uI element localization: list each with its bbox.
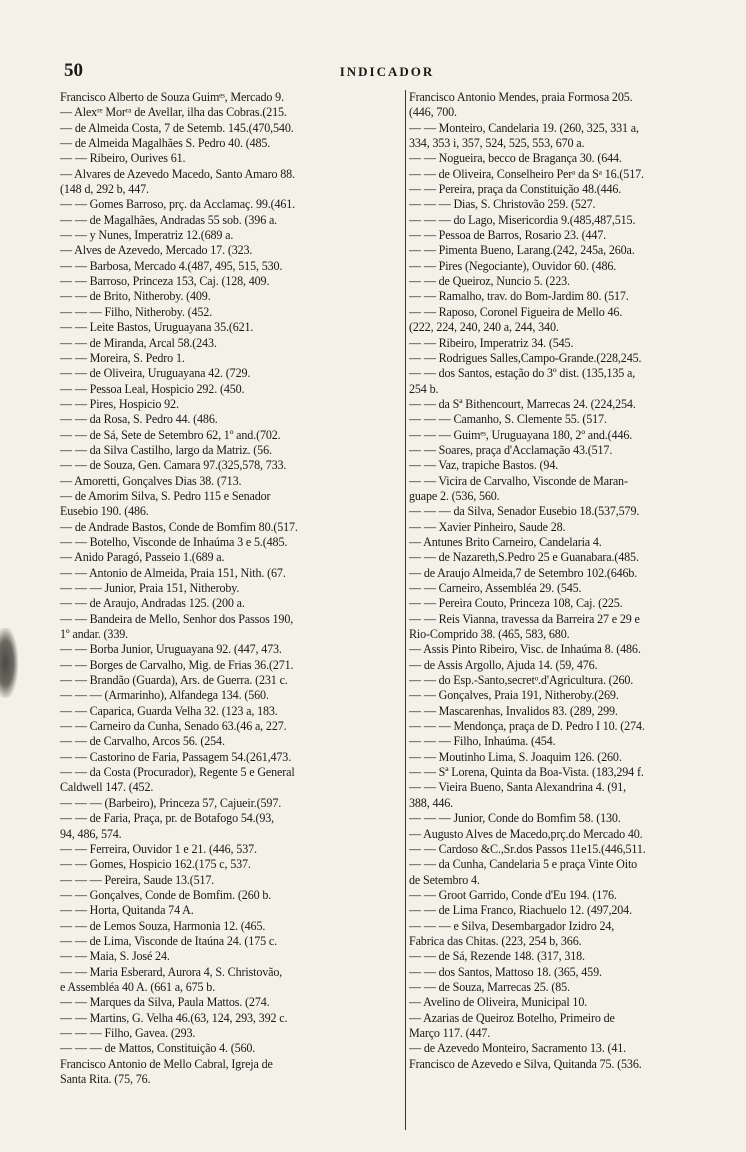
directory-entry-line: — — — Dias, S. Christovão 259. (527.: [409, 197, 596, 212]
directory-entry-line: — — de Araujo, Andradas 125. (200 a.: [60, 596, 245, 611]
directory-entry-line: — Avelino de Oliveira, Municipal 10.: [409, 995, 588, 1010]
directory-entry-line: 94, 486, 574.: [60, 826, 122, 841]
directory-entry-line: — Azarias de Queiroz Botelho, Primeiro de: [409, 1010, 615, 1025]
directory-entry-line: — — Ribeiro, Ourives 61.: [60, 151, 186, 166]
page-number: 50: [64, 60, 83, 81]
directory-entry-line: (222, 224, 240, 240 a, 244, 340.: [409, 320, 559, 335]
directory-entry-line: — — da Cunha, Candelaria 5 e praça Vinte Oito: [409, 857, 638, 872]
directory-entry-line: — — de Lima, Visconde de Itaúna 24. (175 c.: [60, 933, 277, 948]
directory-entry-line: — — — e Silva, Desembargador Izidro 24,: [409, 918, 615, 933]
directory-entry-line: — — Carneiro da Cunha, Senado 63.(46 a, 227.: [60, 719, 287, 734]
directory-entry-line: — — Moutinho Lima, S. Joaquim 126. (260.: [409, 749, 622, 764]
directory-entry-line: — — Antonio de Almeida, Praia 151, Nith. (67.: [60, 565, 286, 580]
directory-entry-line: — — Maria Esberard, Aurora 4, S. Christovão,: [60, 964, 283, 979]
directory-entry-line: — — — Filho, Nitheroby. (452.: [60, 304, 213, 319]
directory-entry-line: — — dos Santos, Mattoso 18. (365, 459.: [409, 964, 602, 979]
directory-entry-line: — de Amorim Silva, S. Pedro 115 e Senador: [60, 488, 271, 503]
directory-entry-line: — — Martins, G. Velha 46.(63, 124, 293, 392 c.: [60, 1010, 288, 1025]
directory-entry-line: Santa Rita. (75, 76.: [60, 1072, 151, 1086]
directory-entry-line: 334, 353 i, 357, 524, 525, 553, 670 a.: [409, 136, 585, 151]
directory-entry-line: — — Pessoa Leal, Hospicio 292. (450.: [60, 381, 245, 396]
directory-entry-line: — — Vieira Bueno, Santa Alexandrina 4. (91,: [409, 780, 626, 795]
directory-entry-line: — de Almeida Costa, 7 de Setemb. 145.(470,540.: [60, 120, 294, 135]
directory-entry-line: — — — de Mattos, Constituição 4. (560.: [60, 1041, 256, 1056]
directory-entry-line: — — Gonçalves, Praia 191, Nitheroby.(269.: [409, 688, 619, 703]
directory-entry-line: — — Ferreira, Ouvidor 1 e 21. (446, 537.: [60, 841, 257, 856]
directory-entry-line: — — de Faria, Praça, pr. de Botafogo 54.(93,: [60, 811, 275, 826]
directory-entry-line: — — Ramalho, trav. do Bom-Jardim 80. (517.: [409, 289, 629, 304]
directory-entry-line: — — de Souza, Gen. Camara 97.(325,578, 733.: [60, 458, 287, 473]
directory-entry-line: — de Araujo Almeida,7 de Setembro 102.(646b.: [409, 565, 638, 580]
directory-entry-line: — — da Rosa, S. Pedro 44. (486.: [60, 412, 218, 427]
directory-entry-line: — — Pessoa de Barros, Rosario 23. (447.: [409, 228, 607, 243]
directory-entry-line: — — Botelho, Visconde de Inhaúma 3 e 5.(485.: [60, 534, 288, 549]
directory-entry-line: — de Assis Argollo, Ajuda 14. (59, 476.: [409, 657, 598, 672]
directory-entry-line: — de Almeida Magalhães S. Pedro 40. (485.: [60, 136, 271, 151]
directory-entry-line: e Assembléa 40 A. (661 a, 675 b.: [60, 979, 216, 994]
directory-entry-line: — — — Camanho, S. Clemente 55. (517.: [409, 412, 607, 427]
directory-entry-line: — Augusto Alves de Macedo,prç.do Mercado 40.: [409, 826, 643, 841]
directory-entry-line: — — dos Santos, estação do 3º dist. (135,135 a,: [409, 366, 636, 381]
directory-entry-line: — — Vicira de Carvalho, Visconde de Maran-: [409, 473, 628, 488]
directory-entry-line: — — da Sª Bithencourt, Marrecas 24. (224,254.: [409, 396, 636, 411]
directory-entry-line: — — Carneiro, Assembléa 29. (545.: [409, 581, 582, 595]
directory-entry-line: Rio-Comprido 38. (465, 583, 680.: [409, 627, 570, 642]
directory-entry-line: — — Caparica, Guarda Velha 32. (123 a, 183.: [60, 703, 278, 718]
column-divider: [405, 90, 406, 1130]
directory-entry-line: — — y Nunes, Imperatriz 12.(689 a.: [60, 228, 234, 243]
directory-entry-line: — Alexʳᵉ Morʳᵃ de Avellar, ilha das Cobras.(215.: [60, 105, 287, 120]
directory-entry-line: — — Marques da Silva, Paula Mattos. (274.: [60, 995, 270, 1010]
directory-entry-line: — — — Filho, Gavea. (293.: [60, 1025, 196, 1040]
directory-entry-line: Fabrica das Chitas. (223, 254 b, 366.: [409, 933, 582, 948]
directory-entry-line: — — — Mendonça, praça de D. Pedro I 10. (274.: [409, 719, 645, 734]
directory-entry-line: — — Borges de Carvalho, Mig. de Frias 36.(271.: [60, 657, 294, 672]
directory-entry-line: — — da Costa (Procurador), Regente 5 e General: [60, 765, 295, 780]
directory-entry-line: — — — (Barbeiro), Princeza 57, Cajueir.(597.: [60, 795, 282, 810]
directory-entry-line: — — do Esp.-Santo,secretᵒ.d'Agricultura. (260.: [409, 673, 634, 688]
directory-entry-line: — — Rodrigues Salles,Campo-Grande.(228,245.: [409, 350, 642, 365]
directory-entry-line: — Assis Pinto Ribeiro, Visc. de Inhaúma 8. (486.: [409, 642, 641, 657]
directory-entry-line: de Setembro 4.: [409, 872, 480, 887]
directory-entry-line: — — Barbosa, Mercado 4.(487, 495, 515, 530.: [60, 258, 283, 273]
directory-entry-line: Eusebio 190. (486.: [60, 504, 149, 519]
directory-entry-line: — — de Oliveira, Uruguayana 42. (729.: [60, 366, 251, 381]
directory-entry-line: — — de Souza, Marrecas 25. (85.: [409, 979, 570, 994]
directory-entry-line: — — Maia, S. José 24.: [60, 949, 170, 964]
directory-entry-line: 254 b.: [409, 381, 439, 396]
directory-entry-line: — — Gomes, Hospicio 162.(175 c, 537.: [60, 857, 251, 872]
directory-entry-line: — — de Queiroz, Nuncio 5. (223.: [409, 274, 570, 289]
directory-entry-line: — — de Sá, Rezende 148. (317, 318.: [409, 949, 585, 964]
directory-entry-line: — Alvares de Azevedo Macedo, Santo Amaro 88.: [60, 166, 295, 181]
directory-entry-line: — — Groot Garrido, Conde d'Eu 194. (176.: [409, 887, 617, 902]
directory-entry-line: — — Horta, Quitanda 74 A.: [60, 903, 194, 918]
directory-entry-line: — de Azevedo Monteiro, Sacramento 13. (41.: [409, 1041, 627, 1056]
directory-entry-line: Francisco Alberto de Souza Guimᵉˢ, Mercado 9.: [60, 90, 284, 104]
directory-entry-line: Março 117. (447.: [409, 1025, 491, 1040]
directory-entry-line: 388, 446.: [409, 795, 454, 810]
left-column: [60, 90, 404, 1140]
running-title: INDICADOR: [339, 64, 435, 79]
directory-entry-line: — — — Junior, Praia 151, Nitheroby.: [60, 581, 240, 595]
directory-entry-line: Francisco Antonio Mendes, praia Formosa 205.: [409, 90, 633, 104]
directory-entry-line: — — Monteiro, Candelaria 19. (260, 325, 331 a,: [409, 120, 639, 135]
directory-entry-line: — — Castorino de Faria, Passagem 54.(261,473.: [60, 749, 292, 764]
directory-entry-line: — — — Pereira, Saude 13.(517.: [60, 872, 215, 887]
directory-entry-line: — — de Nazareth,S.Pedro 25 e Guanabara.(485.: [409, 550, 639, 565]
directory-entry-line: — — Cardoso &C.,Sr.dos Passos 11e15.(446,511.: [409, 841, 646, 856]
page-edge-stain: [0, 628, 18, 698]
directory-entry-line: — — da Silva Castilho, largo da Matriz. (56.: [60, 442, 272, 457]
directory-entry-line: — — Gonçalves, Conde de Bomfim. (260 b.: [60, 887, 272, 902]
directory-entry-line: — — de Miranda, Arcal 58.(243.: [60, 335, 217, 350]
directory-entry-line: — Alves de Azevedo, Mercado 17. (323.: [60, 243, 253, 258]
directory-entry-line: — — Vaz, trapiche Bastos. (94.: [409, 458, 559, 473]
directory-entry-line: — — Pires, Hospicio 92.: [60, 396, 179, 411]
directory-entry-line: — — — da Silva, Senador Eusebio 18.(537,579.: [409, 504, 640, 519]
directory-entry-line: — — Nogueira, becco de Bragança 30. (644.: [409, 151, 622, 166]
directory-entry-line: — de Andrade Bastos, Conde de Bomfim 80.(517.: [60, 519, 298, 534]
directory-entry-line: — — de Lemos Souza, Harmonia 12. (465.: [60, 918, 266, 933]
directory-entry-line: — — Borba Junior, Uruguayana 92. (447, 473.: [60, 642, 282, 657]
directory-entry-line: — Amoretti, Gonçalves Dias 38. (713.: [60, 473, 242, 488]
directory-entry-line: — — Raposo, Coronel Figueira de Mello 46.: [409, 304, 623, 319]
directory-entry-line: — — Pimenta Bueno, Larang.(242, 245a, 260a.: [409, 243, 635, 258]
directory-entry-line: — Anido Paragó, Passeio 1.(689 a.: [60, 550, 225, 565]
directory-entry-line: — — Gomes Barroso, prç. da Acclamaç. 99.(461.: [60, 197, 296, 212]
directory-entry-line: (148 d, 292 b, 447.: [60, 182, 149, 197]
directory-entry-line: — — Pires (Negociante), Ouvidor 60. (486.: [409, 258, 617, 273]
directory-entry-line: — — de Oliveira, Conselheiro Perᵃ da Sᵃ 16.(517.: [409, 166, 644, 181]
directory-entry-line: — — Leite Bastos, Uruguayana 35.(621.: [60, 320, 254, 335]
directory-entry-line: 1º andar. (339.: [60, 627, 128, 642]
directory-entry-line: — — Xavier Pinheiro, Saude 28.: [409, 519, 566, 534]
right-column: [409, 90, 741, 1140]
directory-entry-line: — — de Lima Franco, Riachuelo 12. (497,204.: [409, 903, 632, 918]
directory-entry-line: — Antunes Brito Carneiro, Candelaria 4.: [409, 534, 602, 549]
directory-entry-line: — — Pereira, praça da Constituição 48.(446.: [409, 182, 622, 197]
directory-entry-line: — — Mascarenhas, Invalidos 83. (289, 299.: [409, 703, 618, 718]
directory-entry-line: (446, 700.: [409, 105, 457, 120]
directory-entry-line: Francisco Antonio de Mello Cabral, Igreja de: [60, 1056, 273, 1071]
directory-entry-line: — — — Junior, Conde do Bomfim 58. (130.: [409, 811, 621, 826]
directory-entry-line: — — de Sá, Sete de Setembro 62, 1º and.(702.: [60, 427, 281, 442]
directory-entry-line: Francisco de Azevedo e Silva, Quitanda 75. (536.: [409, 1056, 642, 1071]
directory-entry-line: guape 2. (536, 560.: [409, 488, 500, 503]
directory-entry-line: Caldwell 147. (452.: [60, 780, 154, 795]
directory-entry-line: — — — Guimᵉˢ, Uruguayana 180, 2º and.(446.: [409, 427, 633, 442]
directory-entry-line: — — Moreira, S. Pedro 1.: [60, 350, 185, 365]
directory-entry-line: — — Ribeiro, Imperatriz 34. (545.: [409, 335, 574, 350]
directory-entry-line: — — Sª Lorena, Quinta da Boa-Vista. (183,294 f.: [409, 765, 644, 780]
directory-entry-line: — — Soares, praça d'Acclamação 43.(517.: [409, 442, 613, 457]
directory-entry-line: — — de Carvalho, Arcos 56. (254.: [60, 734, 225, 749]
directory-entry-line: — — Reis Vianna, travessa da Barreira 27 e 29 e: [409, 611, 640, 626]
directory-entry-line: — — Barroso, Princeza 153, Caj. (128, 409.: [60, 274, 270, 289]
directory-entry-line: — — — (Armarinho), Alfandega 134. (560.: [60, 688, 269, 703]
directory-entry-line: — — de Magalhães, Andradas 55 sob. (396 a.: [60, 212, 278, 227]
directory-entry-line: — — de Brito, Nitheroby. (409.: [60, 289, 211, 304]
page-header: [64, 60, 710, 86]
directory-entry-line: — — Bandeira de Mello, Senhor dos Passos 190,: [60, 611, 294, 626]
directory-entry-line: — — Pereira Couto, Princeza 108, Caj. (225.: [409, 596, 623, 611]
directory-entry-line: — — Brandão (Guarda), Ars. de Guerra. (231 c.: [60, 673, 288, 688]
directory-entry-line: — — — Filho, Inhaúma. (454.: [409, 734, 556, 749]
directory-entry-line: — — — do Lago, Misericordia 9.(485,487,515.: [409, 212, 636, 227]
